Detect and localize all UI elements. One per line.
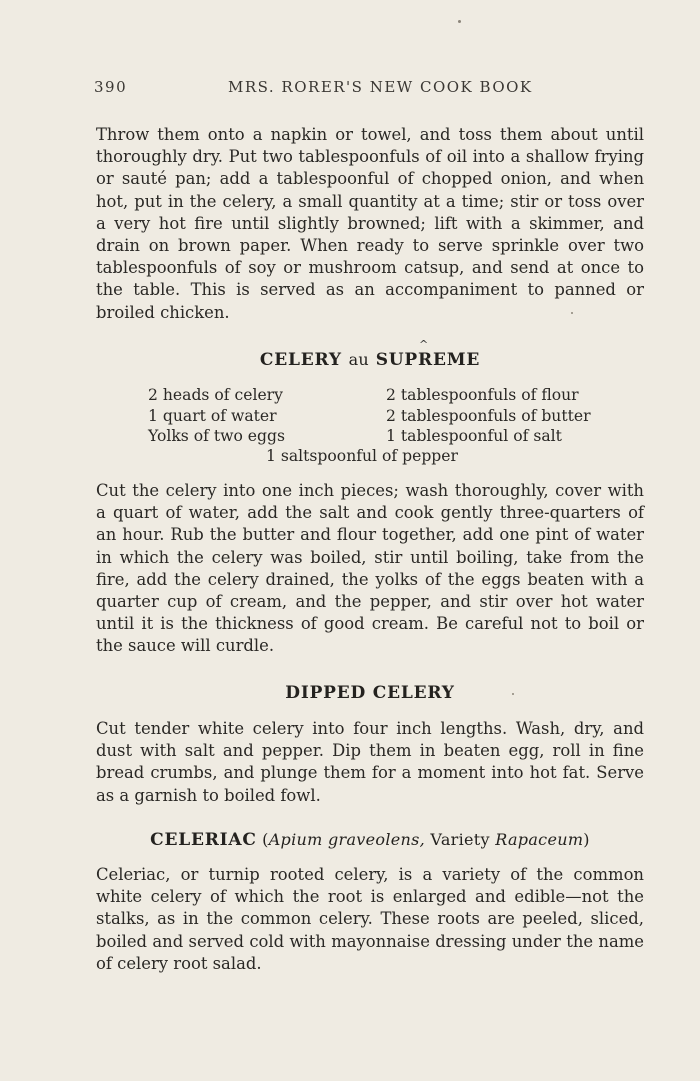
ingredient-column-right — [386, 385, 591, 447]
scientific-genus: Apium graveolens, — [268, 830, 426, 849]
ingredient-item: Yolks of two eggs — [148, 427, 285, 445]
ingredient-column-left — [148, 385, 285, 447]
paper-speck — [512, 693, 514, 695]
ingredient-item: 2 heads of celery — [148, 386, 283, 404]
paper-speck — [571, 312, 573, 314]
variety-label: Variety — [425, 830, 496, 849]
title-part-supreme: SUPREME — [369, 350, 481, 370]
recipe-title-celery-au-supreme — [96, 350, 644, 370]
title-celeriac: CELERIAC — [150, 830, 257, 850]
ingredient-item: 1 quart of water — [148, 406, 277, 425]
title-paren-close: ) — [583, 830, 590, 849]
ingredient-item-centered: 1 saltspoonful of pepper — [266, 447, 458, 465]
recipe-body-dipped-celery: Cut tender white celery into four inch lengths. Wash, dry, and dust with salt and pepper. Dip them in beaten egg, roll in fine bread crumbs, and plunge them for a moment into hot fat. Serve as a garnish to boiled fowl. — [96, 719, 644, 805]
paper-speck — [458, 20, 461, 23]
intro-paragraph: Throw them onto a napkin or towel, and toss them about until thoroughly dry. Put two tablespoonfuls of oil into a shallow frying or sauté pan; add a tablespoonful of chopped onion, and when hot, put in the celery, a small quantity at a time; stir or toss over a very hot fire until slightly browned; lift with a skimmer, and drain on brown paper. When ready to serve sprinkle over two tablespoonfuls of soy or mushroom catsup, and send at once to the table. This is served as an accompaniment to panned or broiled chicken. — [96, 125, 644, 322]
title-paren-open: ( — [256, 830, 269, 849]
recipe-body-celery-au-supreme: Cut the celery into one inch pieces; wash thoroughly, cover with a quart of water, add the salt and cook gently three-quarters of an hour. Rub the butter and flour together, add one pint of water in which the celery was boiled, stir until boiling, take from the fire, add the celery drained, the yolks of the eggs beaten with a quarter cup of cream, and the pepper, and stir over hot water until it is the thickness of good cream. Be careful not to boil or the sauce will curdle. — [96, 481, 644, 656]
variety-name: Rapaceum — [495, 830, 584, 849]
recipe-title-dipped-celery: DIPPED CELERY — [285, 683, 455, 703]
ingredient-item: 2 tablespoonfuls of butter — [386, 406, 591, 425]
title-part-au: au — [348, 350, 370, 369]
circumflex-mark: ^ — [419, 338, 429, 351]
ingredient-item: 1 tablespoonful of salt — [386, 427, 562, 445]
title-part-celery: CELERY — [259, 350, 349, 370]
running-title: MRS. RORER'S NEW COOK BOOK — [228, 78, 533, 96]
page-number: 390 — [94, 78, 128, 96]
recipe-title-celeriac — [96, 830, 644, 850]
ingredient-item: 2 tablespoonfuls of flour — [386, 386, 579, 404]
recipe-body-celeriac: Celeriac, or turnip rooted celery, is a variety of the common white celery of which the root is enlarged and edible—not the stalks, as in the common celery. These roots are peeled, sliced, boiled and served cold with mayonnaise dressing under the name of celery root salad. — [96, 865, 644, 973]
